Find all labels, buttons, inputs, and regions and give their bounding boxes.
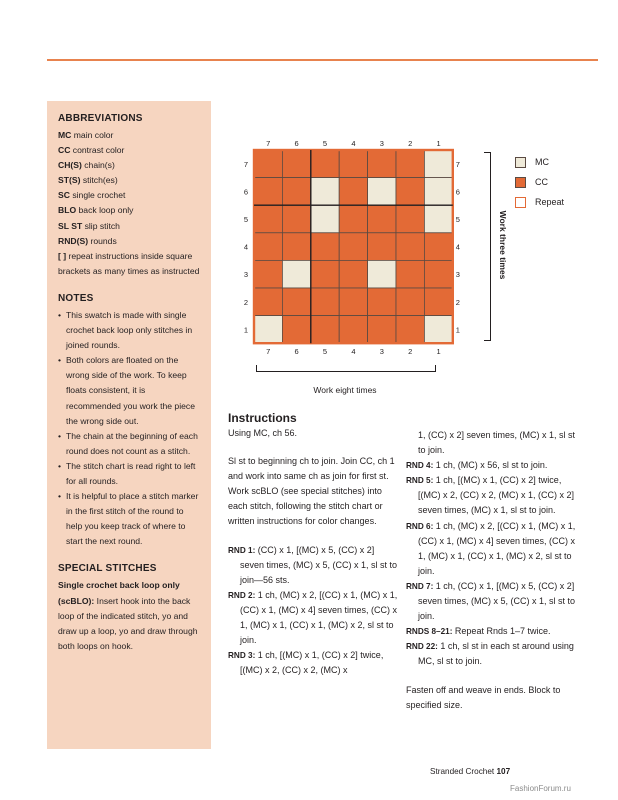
column-label-top: 3 [379,139,384,148]
chart-cell-cc [311,316,339,344]
legend-item [515,172,564,192]
chart-cell-mc [311,178,339,206]
abbreviation-desc: stitch(es) [80,175,118,186]
chart-cell-cc [339,260,367,288]
column-label-top: 6 [294,139,299,148]
chart-cell-cc [396,316,424,344]
abbreviation-term: ST(S) [58,175,81,186]
chart-cell-mc [424,178,452,206]
special-stitches-heading: SPECIAL STITCHES [58,563,157,575]
column-label-bottom: 2 [408,347,413,357]
repeat-vertical-label: Work three times [498,210,508,280]
abbreviation-term: CC [58,145,71,156]
chart-cell-cc [254,150,282,178]
column-label-bottom: 4 [351,347,356,357]
instructions-paragraph: Sl st to beginning ch to join. Join CC, ch 1 and work into same ch as join for first st. Work scBLO (see special stitches) into each stitch, following the stitch chart or written instructions for color changes. [228,456,395,527]
chart-cell-mc [254,316,282,344]
chart-cell-cc [339,288,367,316]
abbreviation-term: SC [58,190,70,201]
round-label: RND 1: [228,545,256,555]
row-label-right: 5 [455,215,460,224]
chart-cell-mc [424,150,452,178]
row-label-left: 7 [243,159,249,169]
abbreviation-desc: repeat instructions inside square brackets as many times as instructed [58,250,200,276]
row-label-left: 6 [243,187,249,197]
abbreviation-desc: rounds [88,235,117,246]
chart-cell-mc [311,205,339,233]
column-label-bottom: 7 [266,347,271,357]
round-text: 1 ch, sl st in each st around using MC, sl st to join. [418,641,574,667]
chart-cell-cc [311,260,339,288]
chart-cell-cc [339,205,367,233]
row-label-left: 1 [243,325,249,335]
column-label-bottom: 1 [436,347,441,357]
page-number: 107 [496,767,511,776]
row-label-right: 7 [455,159,460,169]
chart-legend [515,152,564,212]
legend-swatch [515,197,526,208]
instructions-intro: Using MC, ch 56. [228,428,298,438]
chart-cell-cc [396,205,424,233]
round-instruction [406,473,576,518]
row-label-left: 4 [243,242,249,252]
chart-cell-cc [339,316,367,344]
chart-cell-cc [282,205,310,233]
round-instruction [406,519,576,579]
round-instruction [406,579,576,624]
footer-section: Stranded Crochet [430,767,495,776]
round-instruction [228,648,398,678]
repeat-vertical-label-box [497,150,509,340]
round-text: 1 ch, (MC) x 56, sl st to join. [433,460,548,471]
repeat-vertical-bracket [484,152,491,341]
abbreviation-desc: single crochet [69,190,126,201]
abbreviation-term: [ ] [58,250,67,261]
row-label-right: 1 [455,325,460,335]
round-text: (CC) x 1, [(MC) x 5, (CC) x 2] seven times, (MC) x 5, (CC) x 1, sl st to join—56 sts. [240,544,398,585]
round-text: 1 ch, (MC) x 2, [(CC) x 1, (MC) x 1, (CC) x 1, (MC) x 4] seven times, (CC) x 1, (MC) x 1, (CC) x 1, (MC) x 2, sl st to join. [240,589,398,646]
column-label-top: 7 [266,139,271,148]
chart-cell-cc [254,178,282,206]
chart-cell-cc [396,233,424,261]
chart-cell-cc [424,233,452,261]
chart-cell-cc [254,288,282,316]
row-label-right: 3 [455,270,460,280]
column-label-bottom: 5 [322,347,328,357]
chart-cell-cc [254,260,282,288]
abbreviation-term: MC [58,130,72,140]
legend-item [515,192,564,212]
chart-cell-cc [424,260,452,288]
chart-cell-mc [282,260,310,288]
page-footer [430,767,510,776]
rounds-list-2 [406,458,576,669]
round-label: RND 7: [406,581,434,591]
round-instruction [406,458,576,473]
round-text: 1 ch, [(MC) x 1, (CC) x 2] twice, [(MC) x 2, (CC) x 2, (MC) x 1, (CC) x 2] seven times, (MC) x 1, sl st to join. [418,475,574,516]
legend-item [515,152,564,172]
chart-cell-cc [311,233,339,261]
notes-heading: NOTES [58,292,94,304]
row-label-left: 2 [243,297,249,307]
abbreviation-desc: back loop only [76,205,134,216]
abbreviation-desc: slip stitch [82,220,120,231]
chart-cell-mc [368,178,396,206]
abbreviation-term: BLO [58,205,77,216]
abbreviation-desc: chain(s) [81,160,115,171]
instructions-column-1 [228,410,398,678]
row-label-left: 5 [243,215,249,224]
special-stitch-text: Insert hook into the back loop of the indicated stitch, yo and draw up a loop, yo and draw through both loops on hook. [58,595,198,651]
chart-cell-cc [396,288,424,316]
legend-label: MC [535,157,549,167]
legend-swatch [515,177,526,188]
repeat-horizontal-bracket [256,365,436,372]
repeat-horizontal-label: Work eight times [313,385,377,395]
abbreviation-term: RND(S) [58,235,89,246]
chart-cell-cc [254,205,282,233]
chart-cell-cc [339,150,367,178]
round-instruction [406,639,576,669]
round-label: RNDS 8–21: [406,627,453,637]
chart-cell-cc [339,178,367,206]
column-label-bottom: 6 [294,347,299,357]
instructions-column-2 [406,428,576,713]
chart-cell-cc [311,288,339,316]
abbreviation-term: SL ST [58,220,83,231]
chart-cell-cc [368,150,396,178]
round-label: RND 5: [406,476,434,486]
abbreviation-desc: main color [71,130,114,140]
round-label: RND 2: [228,590,256,600]
chart-cell-cc [282,150,310,178]
round-text: Repeat Rnds 1–7 twice. [452,626,551,637]
legend-label: Repeat [535,197,565,207]
abbreviation-desc: contrast color [70,145,125,156]
chart-cell-cc [368,288,396,316]
round-label: RND 22: [406,642,438,652]
chart-cell-cc [311,150,339,178]
round-label: RND 6: [406,521,434,531]
column-label-bottom: 3 [379,347,384,357]
note-item: • It is helpful to place a stitch marker in the first stitch of the round to help you keep track of where to start the next round. [58,489,202,549]
note-item: • The stitch chart is read right to left for all rounds. [58,459,202,489]
chart-cell-cc [282,178,310,206]
column-label-top: 2 [408,139,413,148]
chart-cell-cc [396,150,424,178]
round-instruction [228,543,398,588]
round-instruction [406,624,576,639]
round-text: 1 ch, (CC) x 1, [(MC) x 5, (CC) x 2] seven times, (MC) x 5, (CC) x 1, sl st to join. [418,580,576,622]
special-stitch-term: Single crochet back loop only (scBLO): [58,580,180,606]
row-label-right: 6 [455,187,460,197]
column-label-top: 5 [322,139,328,148]
note-item: • This swatch is made with single crochet back loop only stitches in joined rounds. [58,308,202,353]
chart-cell-cc [282,233,310,261]
abbreviations-heading: ABBREVIATIONS [58,113,143,124]
row-label-left: 3 [243,270,249,280]
watermark: FashionForum.ru [510,784,571,793]
chart-cell-mc [424,205,452,233]
chart-cell-cc [339,233,367,261]
abbreviation-term: CH(S) [58,160,82,171]
legend-swatch [515,157,526,168]
rounds-list-1 [228,543,398,679]
row-label-right: 2 [455,297,460,307]
column-label-top: 4 [351,139,356,148]
chart-cell-cc [396,178,424,206]
row-label-right: 4 [455,242,460,252]
chart-cell-cc [282,316,310,344]
chart-cell-cc [396,260,424,288]
chart-cell-mc [424,316,452,344]
column-label-top: 1 [436,139,441,148]
chart-cell-cc [254,233,282,261]
round-instruction [228,588,398,648]
chart-cell-cc [368,316,396,344]
chart-cell-cc [368,205,396,233]
chart-cell-cc [368,233,396,261]
chart-cell-cc [282,288,310,316]
chart-cell-mc [368,260,396,288]
round-label: RND 3: [228,651,256,661]
finishing-text: Fasten off and weave in ends. Block to specified size. [406,684,561,710]
round-text: 1 ch, [(MC) x 1, (CC) x 2] twice, [(MC) x 2, (CC) x 2, (MC) x [240,650,384,676]
round-label: RND 4: [406,461,434,471]
note-item: • Both colors are floated on the wrong side of the work. To keep floats consistent, it is recommended you work the piece the wrong side out. [58,353,202,428]
legend-label: CC [535,177,548,187]
instructions-title: Instructions [228,411,297,425]
round-text: 1 ch, (MC) x 2, [(CC) x 1, (MC) x 1, (CC) x 1, (MC) x 4] seven times, (CC) x 1, (MC) x 1, (CC) x 1, (MC) x 2, sl st to join. [418,520,576,576]
round-continuation: 1, (CC) x 2] seven times, (MC) x 1, sl st to join. [418,430,576,456]
chart-cell-cc [424,288,452,316]
note-item: • The chain at the beginning of each round does not count as a stitch. [58,429,202,459]
